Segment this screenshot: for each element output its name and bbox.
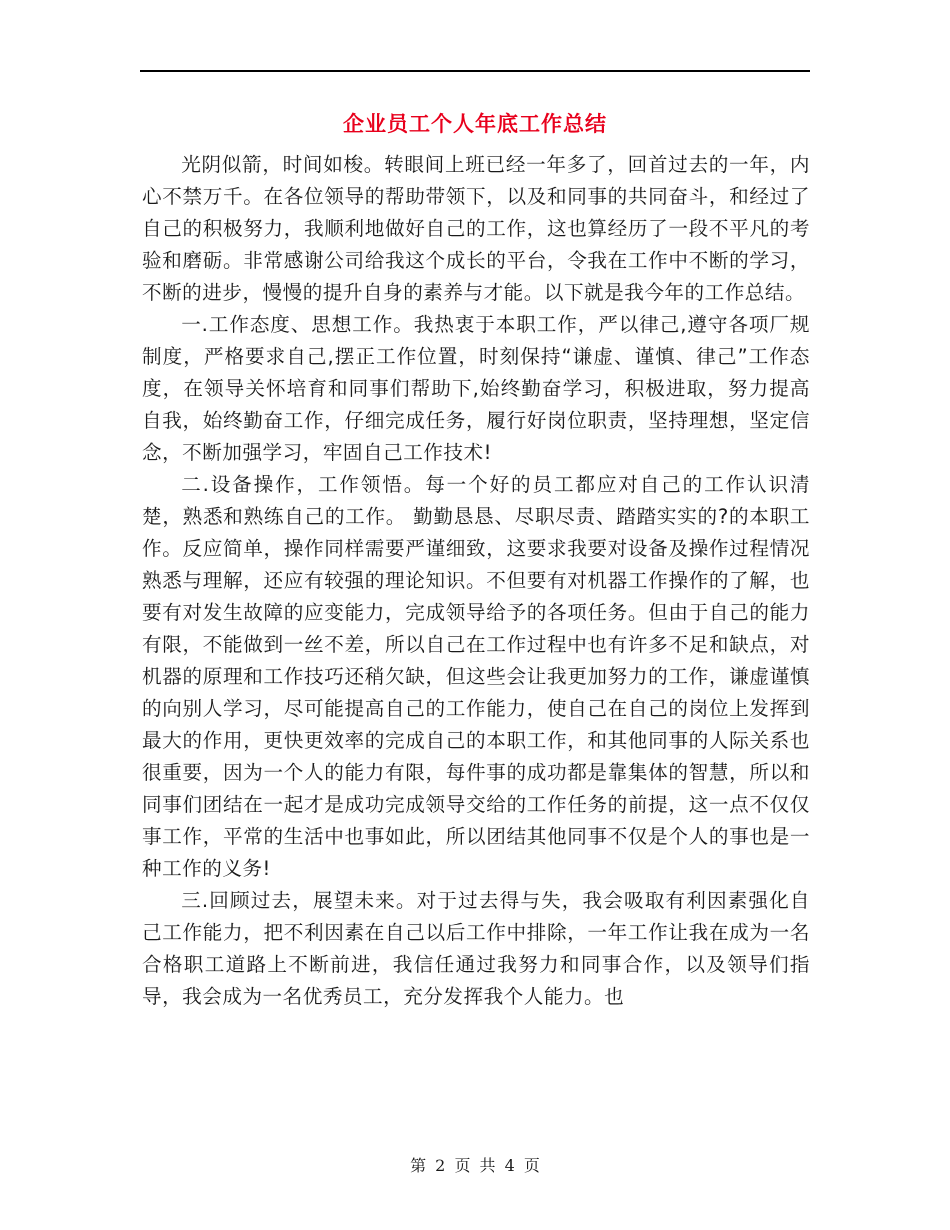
paragraph-intro: 光阴似箭，时间如梭。转眼间上班已经一年多了，回首过去的一年，内心不禁万千。在各位领导的帮助带领下，以及和同事的共同奋斗，和经过了自己的积极努力，我顺利地做好自己的工作，这也算经历了一段不平凡的考验和磨砺。非常感谢公司给我这个成长的平台，令我在工作中不断的学习，不断的进步，慢慢的提升自身的素养与才能。以下就是我今年的工作总结。 [142, 153, 810, 304]
paragraph-equipment-operation: 二.设备操作，工作领悟。每一个好的员工都应对自己的工作认识清楚，熟悉和熟练自己的工作。 勤勤恳恳、尽职尽责、踏踏实实的?的本职工作。反应简单，操作同样需要严谨细致，这要求我要对设备及操作过程情况熟悉与理解，还应有较强的理论知识。不但要有对机器工作操作的了解，也要有对发生故障的应变能力，完成领导给予的各项任务。但由于自己的能力有限，不能做到一丝不差，所以自己在工作过程中也有许多不足和缺点，对机器的原理和工作技巧还稍欠缺，但这些会让我更加努力的工作，谦虚谨慎的向别人学习，尽可能提高自己的工作能力，使自己在自己的岗位上发挥到最大的作用，更快更效率的完成自己的本职工作，和其他同事的人际关系也很重要，因为一个人的能力有限，每件事的成功都是靠集体的智慧，所以和同事们团结在一起才是成功完成领导交给的工作任务的前提，这一点不仅仅事工作，平常的生活中也事如此，所以团结其他同事不仅是个人的事也是一种工作的义务! [142, 473, 810, 880]
page-number-footer: 第 2 页 共 4 页 [410, 1156, 540, 1175]
paragraph-work-attitude: 一.工作态度、思想工作。我热衷于本职工作，严以律己,遵守各项厂规制度，严格要求自己,摆正工作位置，时刻保持“谦虚、谨慎、律己”工作态度，在领导关怀培育和同事们帮助下,始终勤奋学习，积极进取，努力提高自我，始终勤奋工作，仔细完成任务，履行好岗位职责，坚持理想，坚定信念，不断加强学习，牢固自己工作技术! [142, 313, 810, 464]
document-body [142, 149, 810, 1013]
header-rule [140, 70, 810, 72]
document-title: 企业员工个人年底工作总结 [343, 111, 607, 136]
paragraph-review-outlook: 三.回顾过去，展望未来。对于过去得与失，我会吸取有利因素强化自己工作能力，把不利因素在自己以后工作中排除，一年工作让我在成为一名合格职工道路上不断前进，我信任通过我努力和同事合作，以及领导们指导，我会成为一名优秀员工，充分发挥我个人能力。也 [142, 889, 810, 1008]
